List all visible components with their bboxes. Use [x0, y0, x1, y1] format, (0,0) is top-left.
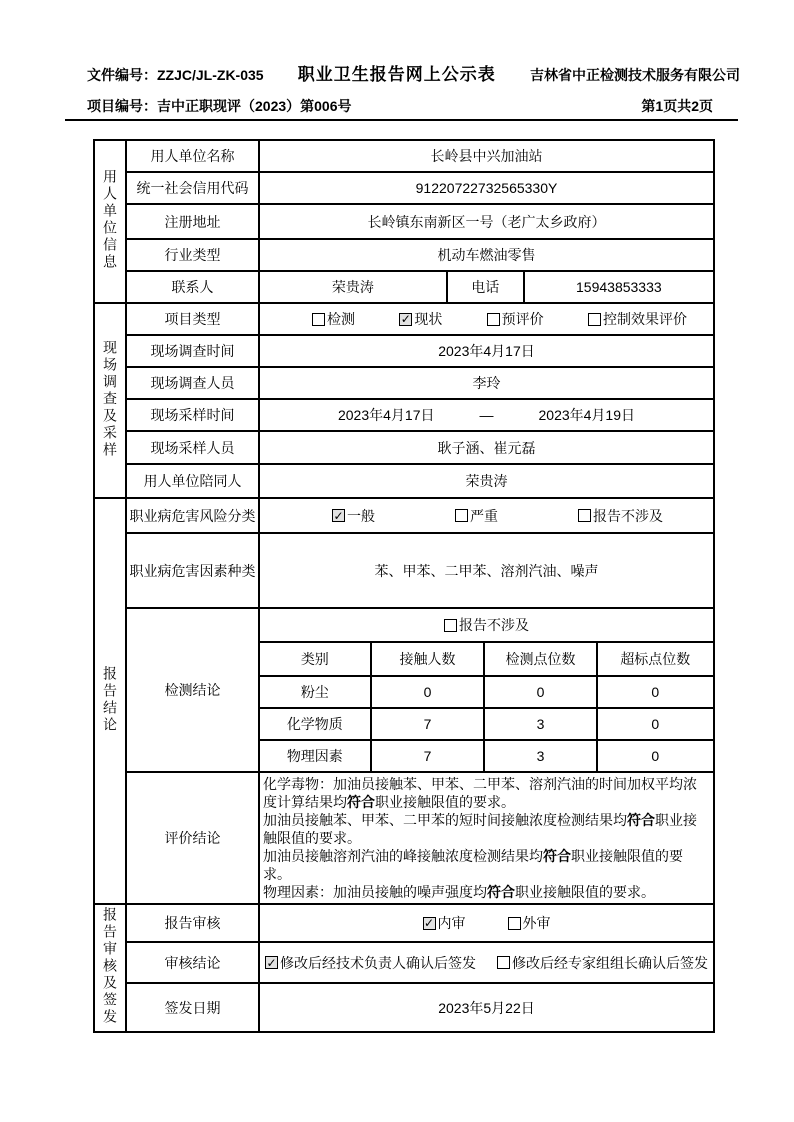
- risk-class-label: 职业病危害风险分类: [126, 498, 259, 533]
- contact-person-value: 荣贵涛: [331, 279, 374, 295]
- checkbox-option-tech-leader-confirm[interactable]: [265, 953, 476, 973]
- industry-type-label: 行业类型: [126, 239, 259, 271]
- evaluation-line: 物理因素：加油员接触的噪声强度均符合职业接触限值的要求。: [263, 884, 655, 900]
- doc-number: 文件编号：ZZJC/JL-ZK-035: [87, 67, 264, 83]
- checkbox-icon: [578, 509, 591, 522]
- detection-cell: 粉尘: [260, 675, 370, 707]
- evaluation-line: 加油员接触苯、甲苯、二甲苯的短时间接触浓度检测结果均符合职业接触限值的要求。: [263, 812, 697, 846]
- checkbox-option-pre-evaluation[interactable]: [487, 309, 544, 329]
- checkbox-label: 报告不涉及: [459, 617, 529, 633]
- evaluation-line: 加油员接触溶剂汽油的峰接触浓度检测结果均符合职业接触限值的要求。: [263, 848, 683, 882]
- phone-label: 电话: [446, 272, 523, 302]
- checkbox-label: 报告不涉及: [593, 507, 663, 524]
- employer-name-value: 长岭县中兴加油站: [259, 140, 714, 172]
- contact-phone-split: [260, 272, 713, 302]
- detection-col-header: 接触人数: [370, 643, 484, 675]
- evaluation-line: 化学毒物：加油员接触苯、甲苯、二甲苯、溶剂汽油的时间加权平均浓度计算结果均符合职业接触限值的要求。: [263, 776, 697, 810]
- detection-cell: 0: [596, 707, 713, 739]
- detection-col-header: 检测点位数: [483, 643, 595, 675]
- checkbox-option-not-involved[interactable]: [578, 506, 663, 526]
- checkbox-label: 修改后经技术负责人确认后签发: [280, 954, 476, 971]
- contact-phone-cell: [259, 271, 714, 303]
- detection-na-row: [260, 609, 713, 643]
- checkbox-label: 预评价: [501, 311, 544, 327]
- checkbox-label: 现状: [414, 311, 443, 327]
- registered-address-value: 长岭镇东南新区一号（老广太乡政府）: [259, 204, 714, 239]
- detection-table: [260, 643, 713, 771]
- hazard-factors-value: 苯、甲苯、二甲苯、溶剂汽油、噪声: [259, 533, 714, 608]
- checkbox-icon: [265, 956, 278, 969]
- detection-cell: 0: [370, 675, 484, 707]
- sampling-date-cell: [259, 399, 714, 431]
- header-row-2: [87, 96, 713, 116]
- phone-value: 15943853333: [523, 272, 713, 302]
- detection-conclusion-cell: [259, 608, 714, 772]
- header-divider: [65, 119, 738, 121]
- project-type-cell: [259, 303, 714, 335]
- checkbox-icon: [455, 509, 468, 522]
- credit-code-value: 91220722732565330Y: [259, 172, 714, 204]
- survey-date-label: 现场调查时间: [126, 335, 259, 367]
- detection-conclusion-label: 检测结论: [126, 608, 259, 772]
- checkbox-icon: [497, 956, 510, 969]
- project-number: 项目编号：吉中正职现评（2023）第006号: [87, 98, 352, 114]
- detection-cell: 3: [483, 707, 595, 739]
- detection-block: [260, 609, 713, 771]
- issue-date-value: 2023年5月22日: [259, 983, 714, 1032]
- checkbox-icon: [399, 313, 412, 326]
- checkbox-icon: [588, 313, 601, 326]
- survey-date-value: 2023年4月17日: [259, 335, 714, 367]
- checkbox-icon: [444, 619, 457, 632]
- checkbox-option-expert-leader-confirm[interactable]: [497, 953, 708, 973]
- group-label-employer-info: 用人单位信息: [94, 140, 126, 303]
- checkbox-icon: [508, 917, 521, 930]
- checkbox-option-internal-review[interactable]: [423, 913, 466, 933]
- report-review-label: 报告审核: [126, 904, 259, 942]
- detection-col-header: 超标点位数: [596, 643, 713, 675]
- checkbox-label: 外审: [522, 915, 551, 931]
- checkbox-option-report-not-involved[interactable]: [444, 615, 529, 635]
- page-number: 第1页共2页: [641, 98, 713, 114]
- project-type-options: [262, 309, 711, 329]
- group-label-site-survey: 现场调查及采样: [94, 303, 126, 498]
- checkbox-icon: [423, 917, 436, 930]
- risk-class-cell: [259, 498, 714, 533]
- registered-address-label: 注册地址: [126, 204, 259, 239]
- review-conclusion-options: [262, 953, 711, 973]
- detection-cell: 7: [370, 707, 484, 739]
- checkbox-option-general[interactable]: [332, 506, 375, 526]
- checkbox-option-detection[interactable]: [312, 309, 355, 329]
- detection-cell: 3: [483, 739, 595, 771]
- checkbox-icon: [312, 313, 325, 326]
- evaluation-conclusion-label: 评价结论: [126, 772, 259, 904]
- surveyor-value: 李玲: [259, 367, 714, 399]
- detection-cell: 7: [370, 739, 484, 771]
- checkbox-label: 一般: [347, 507, 375, 524]
- project-type-label: 项目类型: [126, 303, 259, 335]
- review-conclusion-cell: [259, 942, 714, 983]
- report-table: [93, 139, 715, 1033]
- detection-cell: 0: [483, 675, 595, 707]
- checkbox-option-control-effect[interactable]: [588, 309, 687, 329]
- detection-cell: 物理因素: [260, 739, 370, 771]
- sampling-date-range: [262, 405, 711, 425]
- surveyor-label: 现场调查人员: [126, 367, 259, 399]
- checkbox-label: 严重: [470, 507, 498, 524]
- evaluation-conclusion-cell: [259, 772, 714, 904]
- sampling-date-label: 现场采样时间: [126, 399, 259, 431]
- page-title: 职业卫生报告网上公示表: [297, 65, 496, 84]
- sampling-start-date: 2023年4月17日: [337, 407, 435, 423]
- checkbox-option-current-status[interactable]: [399, 309, 442, 329]
- review-conclusion-label: 审核结论: [126, 942, 259, 983]
- employer-name-label: 用人单位名称: [126, 140, 259, 172]
- checkbox-label: 控制效果评价: [602, 311, 687, 327]
- company-name: 吉林省中正检测技术服务有限公司: [529, 67, 740, 83]
- checkbox-option-severe[interactable]: [455, 506, 498, 526]
- checkbox-label: 修改后经专家组组长确认后签发: [512, 954, 708, 971]
- sampler-value: 耿子涵、崔元磊: [259, 431, 714, 464]
- header-row-1: [87, 60, 740, 85]
- contact-person-label: 联系人: [126, 271, 259, 303]
- group-label-report-conclusion: 报告结论: [94, 498, 126, 904]
- issue-date-label: 签发日期: [126, 983, 259, 1032]
- report-review-cell: [259, 904, 714, 942]
- report-review-options: [262, 913, 711, 933]
- detection-col-header: 类别: [300, 651, 329, 667]
- checkbox-icon: [487, 313, 500, 326]
- detection-cell: 0: [596, 675, 713, 707]
- industry-type-value: 机动车燃油零售: [259, 239, 714, 271]
- sampler-label: 现场采样人员: [126, 431, 259, 464]
- sampling-end-date: 2023年4月19日: [538, 407, 636, 423]
- date-range-dash: —: [479, 407, 494, 423]
- hazard-factors-label: 职业病危害因素种类: [126, 533, 259, 608]
- checkbox-label: 内审: [437, 915, 466, 931]
- credit-code-label: 统一社会信用代码: [126, 172, 259, 204]
- checkbox-option-external-review[interactable]: [508, 913, 551, 933]
- detection-cell: 化学物质: [260, 707, 370, 739]
- checkbox-icon: [332, 509, 345, 522]
- escort-label: 用人单位陪同人: [126, 464, 259, 498]
- checkbox-label: 检测: [327, 311, 355, 327]
- group-label-review-issue: 报告审核及签发: [94, 904, 126, 1032]
- detection-cell: 0: [596, 739, 713, 771]
- risk-class-options: [262, 506, 711, 526]
- escort-value: 荣贵涛: [259, 464, 714, 498]
